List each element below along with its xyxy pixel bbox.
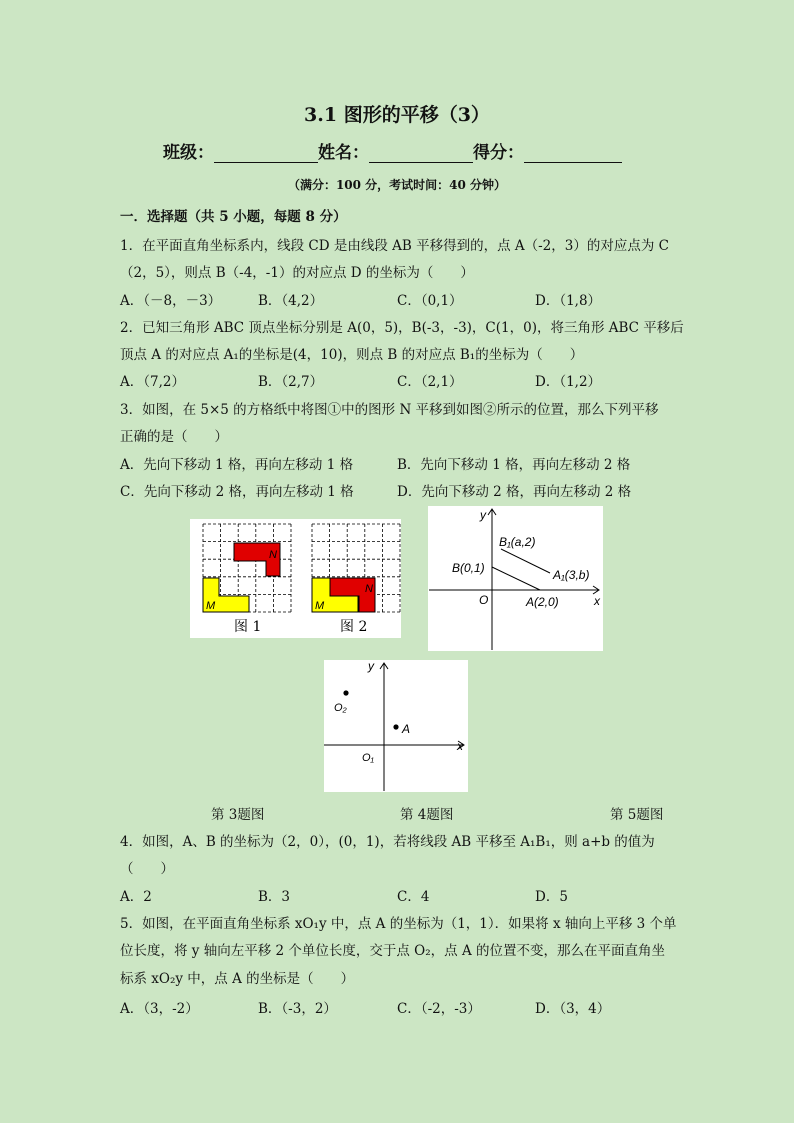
segment-ab (492, 567, 540, 590)
q3-text-line1: 3．如图，在 5×5 的方格纸中将图①中的图形 N 平移到如图②所示的位置，那么下列平移 (120, 402, 659, 418)
q2-option-a: A．（7,2） (120, 374, 185, 390)
q3-option-d: D．先向下移动 2 格，再向左移动 2 格 (397, 484, 632, 500)
q4-option-c: C．4 (397, 889, 430, 905)
q3-option-a: A．先向下移动 1 格，再向左移动 1 格 (120, 457, 354, 473)
section-heading: 一．选择题（共 5 小题，每题 8 分） (120, 209, 347, 225)
label-a: A (402, 722, 411, 736)
q5-text-line2: 位长度，将 y 轴向左平移 2 个单位长度，交于点 O₂，点 A 的位置不变，那么在平面直角坐 (120, 943, 665, 959)
caption-q3: 第 3题图 (211, 807, 265, 823)
q2-text-line2: 顶点 A 的对应点 A₁的坐标是(4，10)，则点 B 的对应点 B₁的坐标为（ ） (120, 347, 584, 363)
score-label: 得分： (473, 143, 524, 163)
q4-option-a: A．2 (120, 889, 152, 905)
class-label: 班级： (163, 143, 214, 163)
q4-text-line1: 4．如图，A、B 的坐标为（2，0），(0，1)，若将线段 AB 平移至 A₁B₁，则 a+b 的值为 (120, 834, 655, 850)
name-blank (369, 144, 473, 163)
exam-note: （满分：100 分，考试时间：40 分钟） (287, 178, 507, 192)
fig4-origin-label: O (479, 593, 489, 607)
point-o2 (343, 690, 348, 695)
figure-4 (428, 506, 603, 651)
caption-fig2: 图 2 (340, 619, 368, 635)
caption-fig1: 图 1 (234, 619, 262, 635)
q3-option-c: C．先向下移动 2 格，再向左移动 1 格 (120, 484, 354, 500)
label-o1: O₁ (362, 752, 375, 764)
page-title: 3.1 图形的平移（3） (304, 104, 490, 126)
label-m-fig2: M (315, 600, 325, 612)
q5-option-c: C．（-2，-3） (397, 1001, 481, 1017)
q5-option-a: A．（3，-2） (120, 1001, 199, 1017)
label-b1: B₁(a,2) (499, 535, 536, 549)
q2-option-b: B．（2,7） (258, 374, 324, 390)
caption-q4: 第 4题图 (400, 807, 454, 823)
q3-option-b: B．先向下移动 1 格，再向左移动 2 格 (397, 457, 631, 473)
fig5-y-label: y (368, 660, 374, 673)
fig4-y-label: y (480, 508, 486, 522)
caption-q5: 第 5题图 (610, 807, 664, 823)
q1-text-line2: （2，5），则点 B（-4，-1）的对应点 D 的坐标为（ ） (120, 265, 474, 281)
segment-a1b1 (501, 549, 550, 573)
label-m-fig1: M (206, 600, 216, 612)
q1-option-b: B．（4,2） (258, 293, 324, 309)
q5-option-b: B．（-3，2） (258, 1001, 337, 1017)
point-a (393, 724, 398, 729)
student-info-row (163, 138, 622, 163)
figure-5 (324, 660, 468, 792)
q2-option-d: D．（1,2） (535, 374, 602, 390)
label-a1: A₁(3,b) (553, 568, 590, 582)
q3-text-line2: 正确的是（ ） (120, 429, 228, 445)
figure-5-svg (324, 660, 468, 792)
q1-text-line1: 1．在平面直角坐标系内，线段 CD 是由线段 AB 平移得到的，点 A（-2，3）的对应点为 C (120, 238, 669, 254)
q4-option-b: B．3 (258, 889, 291, 905)
fig5-x-label: x (457, 739, 463, 753)
figure-4-svg (428, 506, 603, 651)
label-n-fig2: N (365, 583, 373, 595)
q5-text-line1: 5．如图，在平面直角坐标系 xO₁y 中，点 A 的坐标为（1，1）．如果将 x 轴向上平移 3 个单 (120, 916, 677, 932)
q4-option-d: D．5 (535, 889, 568, 905)
label-a: A(2,0) (526, 595, 559, 609)
label-n-fig1: N (269, 549, 277, 561)
figure-3-svg (190, 519, 401, 638)
q1-option-d: D．（1,8） (535, 293, 602, 309)
q2-option-c: C．（2,1） (397, 374, 463, 390)
q2-text-line1: 2．已知三角形 ABC 顶点坐标分别是 A(0，5)，B(-3，-3)，C(1，0)，将三角形 ABC 平移后 (120, 320, 684, 336)
name-label: 姓名： (318, 143, 369, 163)
q1-option-c: C．（0,1） (397, 293, 463, 309)
fig4-x-label: x (594, 594, 600, 608)
class-blank (214, 144, 318, 163)
q1-option-a: A．（－8，－3） (120, 293, 222, 309)
label-o2: O₂ (334, 702, 347, 714)
q4-text-line2: （ ） (120, 861, 174, 877)
q5-option-d: D．（3，4） (535, 1001, 611, 1017)
score-blank (524, 144, 622, 163)
figure-3 (190, 519, 401, 638)
q5-text-line3: 标系 xO₂y 中，点 A 的坐标是（ ） (120, 971, 355, 987)
label-b: B(0,1) (452, 561, 485, 575)
